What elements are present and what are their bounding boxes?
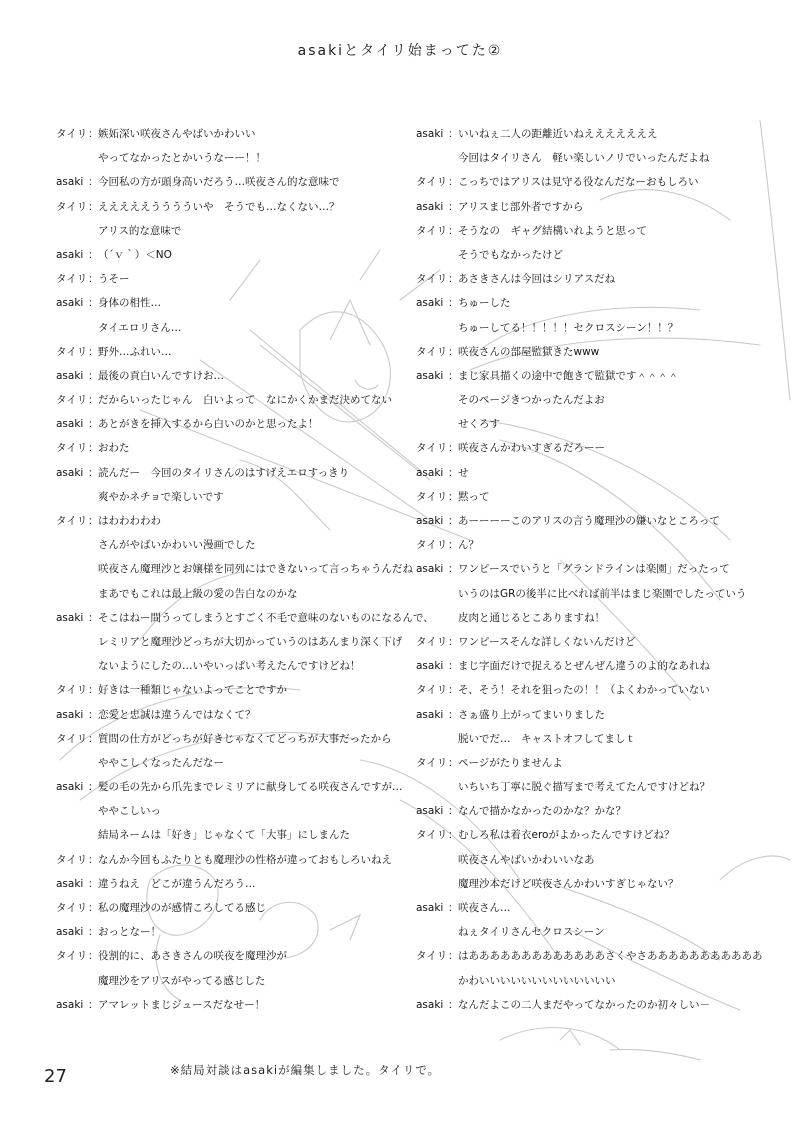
speaker-separator: ：: [448, 297, 459, 310]
dialogue-line: [56, 509, 396, 533]
speaker-name: タイリ: [416, 635, 448, 648]
dialogue-text: 爽やかネチョで楽しいです: [98, 490, 224, 503]
dialogue-line: [56, 316, 396, 340]
dialogue-line: [56, 170, 396, 194]
speaker-separator: ：: [448, 684, 459, 697]
dialogue-text: 違うねえ どこが違うんだろう…: [98, 877, 256, 890]
speaker-name: タイリ: [56, 345, 88, 358]
speaker-separator: ：: [448, 635, 459, 648]
dialogue-line: [416, 896, 788, 920]
speaker-separator: ：: [448, 466, 459, 479]
dialogue-text: ページがたりませんよ: [458, 756, 563, 769]
speaker-separator: ：: [88, 394, 99, 407]
dialogue-line: [416, 823, 788, 847]
speaker-name: asaki: [56, 248, 84, 261]
speaker-separator: ：: [88, 200, 99, 213]
speaker-name: asaki: [56, 998, 84, 1011]
speaker-separator: ：: [88, 128, 99, 140]
speaker-name: asaki: [416, 805, 444, 818]
dialogue-line: [416, 799, 788, 823]
speaker-name: asaki: [56, 708, 84, 721]
speaker-name: asaki: [56, 781, 84, 794]
dialogue-text: レミリアと魔理沙どっちが大切かっていうのはあんまり深く下げ: [98, 635, 403, 648]
speaker-name: タイリ: [56, 853, 88, 866]
dialogue-text: ややこしいっ: [98, 805, 161, 818]
dialogue-text: 身体の相性…: [98, 297, 161, 310]
dialogue-line: [416, 219, 788, 243]
dialogue-text: やってなかったとかいうなーー！！: [98, 152, 266, 165]
dialogue-line: [416, 243, 788, 267]
dialogue-line: [416, 727, 788, 751]
page-title: asakiとタイリ始まってた②: [297, 43, 503, 59]
dialogue-text: むしろ私は着衣eroがよかったんですけどね？: [458, 829, 675, 842]
speaker-name: タイリ: [56, 273, 88, 286]
speaker-separator: ：: [88, 297, 99, 310]
speaker-separator: ：: [88, 732, 99, 745]
dialogue-text: おわた: [98, 442, 130, 455]
dialogue-text: 魔理沙本だけど咲夜さんかわいすぎじゃない？: [458, 877, 679, 890]
speaker-name: asaki: [416, 660, 444, 673]
dialogue-line: [56, 388, 396, 412]
speaker-name: asaki: [416, 466, 444, 479]
dialogue-column-right: [416, 122, 788, 1017]
speaker-separator: ：: [88, 418, 99, 431]
speaker-name: asaki: [416, 128, 444, 140]
dialogue-text: せ: [458, 466, 469, 479]
speaker-separator: ：: [448, 563, 459, 576]
dialogue-line: [416, 412, 788, 436]
speaker-name: asaki: [416, 563, 444, 576]
speaker-separator: ：: [448, 998, 459, 1011]
speaker-separator: ：: [448, 200, 459, 213]
dialogue-line: [416, 267, 788, 291]
dialogue-line: [56, 243, 396, 267]
dialogue-text: 結局ネームは「好き」じゃなくて「大事」にしまんた: [98, 829, 350, 842]
speaker-separator: ：: [448, 515, 459, 527]
dialogue-text: 咲夜さん…: [458, 902, 511, 914]
speaker-name: タイリ: [56, 394, 88, 407]
dialogue-line: [56, 896, 396, 920]
dialogue-line: [416, 340, 788, 364]
dialogue-line: [416, 170, 788, 194]
dialogue-text: 髪の毛の先から爪先までレミリアに献身してる咲夜さんですが…: [98, 781, 403, 794]
dialogue-text: 嫉妬深い咲夜さんやばいかわいい: [98, 128, 256, 140]
speaker-separator: ：: [448, 345, 459, 358]
speaker-name: asaki: [416, 200, 444, 213]
dialogue-text: 今回はタイリさん 軽い楽しいノリでいったんだよね: [458, 152, 710, 165]
dialogue-text: 野外…ふれい…: [98, 345, 172, 358]
dialogue-text: あさきさんは今回はシリアスだね: [458, 273, 616, 286]
speaker-separator: ：: [88, 781, 99, 794]
speaker-separator: ：: [88, 515, 99, 527]
speaker-name: タイリ: [56, 515, 88, 527]
dialogue-text: そ、そう！それを狙ったの！！（よくわかっていない: [458, 684, 710, 697]
dialogue-text: いいねぇ二人の距離近いねえええええええ: [458, 128, 658, 140]
dialogue-line: [416, 485, 788, 509]
dialogue-line: [416, 582, 788, 606]
dialogue-line: [56, 703, 396, 727]
dialogue-line: [56, 146, 396, 170]
speaker-name: タイリ: [416, 756, 448, 769]
speaker-name: asaki: [56, 418, 84, 431]
dialogue-text: ねぇタイリさんセクロスシーン: [458, 926, 605, 939]
dialogue-text: まあでもこれは最上級の愛の告白なのかな: [98, 587, 298, 600]
dialogue-line: [56, 340, 396, 364]
dialogue-text: 恋愛と忠誠は違うんではなくて？: [98, 708, 256, 721]
dialogue-text: 咲夜さんの部屋監獄きたwww: [458, 345, 600, 358]
speaker-separator: ：: [448, 176, 459, 189]
dialogue-text: そのページきつかったんだよお: [458, 394, 605, 407]
dialogue-line: [56, 630, 403, 654]
speaker-separator: ：: [448, 660, 459, 673]
speaker-separator: ：: [88, 248, 99, 261]
speaker-separator: ：: [88, 998, 99, 1011]
dialogue-line: [416, 291, 788, 315]
dialogue-line: [416, 920, 788, 944]
dialogue-line: [416, 195, 788, 219]
dialogue-line: [416, 364, 788, 388]
speaker-separator: ：: [448, 829, 459, 842]
dialogue-column-left: [56, 122, 434, 1017]
speaker-separator: ：: [448, 950, 459, 963]
speaker-separator: ：: [88, 853, 99, 866]
dialogue-line: [416, 993, 788, 1017]
dialogue-text: アリスまじ部外者ですから: [458, 200, 584, 213]
dialogue-line: [416, 678, 788, 702]
speaker-separator: ：: [448, 369, 459, 382]
speaker-separator: ：: [88, 902, 99, 914]
speaker-name: asaki: [56, 369, 84, 382]
dialogue-line: [416, 606, 788, 630]
dialogue-line: [56, 582, 396, 606]
speaker-name: asaki: [416, 369, 444, 382]
speaker-name: タイリ: [416, 684, 448, 697]
dialogue-line: [416, 969, 788, 993]
speaker-separator: ：: [88, 176, 99, 189]
dialogue-text: 読んだー 今回のタイリさんのはすげえエロすっきり: [98, 466, 350, 479]
speaker-separator: ：: [448, 708, 459, 721]
dialogue-text: 好きは一種類じゃないよってことですか: [98, 684, 287, 697]
dialogue-text: まじ字面だけで捉えるとぜんぜん違うのよ的なあれね: [458, 660, 710, 673]
dialogue-line: [56, 122, 396, 146]
dialogue-line: [56, 920, 396, 944]
page-number: 27: [44, 1066, 67, 1087]
dialogue-line: [56, 751, 396, 775]
dialogue-text: ワンピースそんな詳しくないんだけど: [458, 635, 636, 648]
speaker-name: asaki: [56, 297, 84, 310]
speaker-name: タイリ: [416, 176, 448, 189]
speaker-separator: ：: [448, 273, 459, 286]
dialogue-text: ややこしくなったんだなー: [98, 756, 224, 769]
dialogue-text: アリス的な意味で: [98, 224, 182, 237]
dialogue-text: 咲夜さんかわいすぎるだろーー: [458, 442, 605, 455]
dialogue-line: [56, 993, 396, 1017]
dialogue-text: いうのはGRの後半に比べれば前半はまじ楽園でしたっていう: [458, 587, 747, 600]
speaker-name: タイリ: [416, 224, 448, 237]
dialogue-line: [56, 654, 396, 678]
dialogue-line: [416, 533, 788, 557]
speaker-name: タイリ: [416, 442, 448, 455]
dialogue-text: 魔理沙をアリスがやってる感じした: [98, 974, 266, 987]
dialogue-text: さぁ盛り上がってまいりました: [458, 708, 605, 721]
dialogue-line: [416, 872, 788, 896]
dialogue-text: だからいったじゃん 白いよって なにかくかまだ決めてない: [98, 394, 392, 407]
dialogue-text: 咲夜さんやばいかわいいなあ: [458, 853, 595, 866]
dialogue-text: 脱いでだ… キャストオフしてましｔ: [458, 732, 636, 745]
dialogue-line: [56, 944, 396, 968]
speaker-name: タイリ: [56, 902, 88, 914]
dialogue-line: [56, 267, 396, 291]
speaker-separator: ：: [88, 466, 99, 479]
dialogue-line: [56, 364, 396, 388]
dialogue-text: あーーーーこのアリスの言う魔理沙の嫌いなところって: [458, 515, 720, 527]
dialogue-text: タイエロリさん…: [98, 321, 182, 334]
speaker-separator: ：: [448, 756, 459, 769]
dialogue-text: せくろす: [458, 418, 500, 431]
dialogue-line: [416, 436, 788, 460]
speaker-separator: ：: [448, 902, 459, 914]
dialogue-line: [416, 388, 788, 412]
dialogue-line: [56, 436, 396, 460]
dialogue-line: [56, 678, 396, 702]
dialogue-text: ないようにしたの…いやいっぱい考えたんですけどね！: [98, 660, 361, 673]
dialogue-line: [416, 557, 788, 581]
dialogue-text: なんで描かなかったのかな？かな？: [458, 805, 626, 818]
dialogue-line: [56, 485, 396, 509]
dialogue-line: [56, 848, 396, 872]
dialogue-line: [416, 146, 788, 170]
speaker-name: asaki: [416, 297, 444, 310]
dialogue-line: [416, 122, 788, 146]
speaker-separator: ：: [88, 442, 99, 455]
dialogue-line: [56, 606, 434, 630]
speaker-name: タイリ: [56, 128, 88, 140]
dialogue-text: 役割的に、あさきさんの咲夜を魔理沙が: [98, 950, 287, 963]
dialogue-line: [56, 557, 413, 581]
dialogue-line: [416, 630, 788, 654]
speaker-name: asaki: [56, 611, 84, 624]
speaker-separator: ：: [448, 805, 459, 818]
speaker-name: タイリ: [416, 539, 448, 552]
speaker-separator: ：: [88, 611, 99, 624]
speaker-name: タイリ: [416, 345, 448, 358]
dialogue-line: [56, 969, 396, 993]
dialogue-line: [56, 872, 396, 896]
dialogue-text: そうでもなかったけど: [458, 248, 563, 261]
dialogue-text: 質問の仕方がどっちが好きじゃなくてどっちが大事だったから: [98, 732, 392, 745]
speaker-name: タイリ: [416, 273, 448, 286]
speaker-name: asaki: [56, 926, 84, 939]
speaker-name: タイリ: [416, 829, 448, 842]
speaker-name: asaki: [416, 998, 444, 1011]
dialogue-text: まじ家具描くの途中で飽きて監獄です＾＾＾＾: [458, 369, 679, 382]
speaker-separator: ：: [448, 539, 459, 552]
speaker-separator: ：: [448, 128, 459, 140]
dialogue-line: [56, 219, 396, 243]
dialogue-text: はわわわわわ: [98, 515, 161, 527]
speaker-name: asaki: [416, 515, 444, 527]
speaker-name: タイリ: [56, 732, 88, 745]
speaker-separator: ：: [88, 926, 99, 939]
speaker-name: asaki: [416, 708, 444, 721]
dialogue-line: [416, 654, 788, 678]
speaker-name: asaki: [56, 877, 84, 890]
dialogue-text: いちいち丁寧に脱ぐ描写まで考えてたんですけどね？: [458, 781, 710, 794]
dialogue-text: おっとなー！: [98, 926, 161, 939]
dialogue-line: [56, 291, 396, 315]
speaker-name: タイリ: [416, 490, 448, 503]
dialogue-text: こっちではアリスは見守る役なんだなーおもしろい: [458, 176, 699, 189]
dialogue-text: ワンピースでいうと「グランドラインは楽園」だったって: [458, 563, 730, 576]
speaker-separator: ：: [88, 684, 99, 697]
speaker-separator: ：: [448, 490, 459, 503]
dialogue-line: [56, 799, 396, 823]
dialogue-text: 黙って: [458, 490, 490, 503]
dialogue-line: [416, 461, 788, 485]
dialogue-line: [56, 823, 396, 847]
dialogue-line: [56, 533, 396, 557]
dialogue-line: [56, 775, 403, 799]
speaker-name: asaki: [56, 466, 84, 479]
dialogue-text: ん？: [458, 539, 479, 552]
dialogue-text: うそー: [98, 273, 130, 286]
dialogue-line: [56, 727, 396, 751]
speaker-separator: ：: [88, 877, 99, 890]
dialogue-text: はあああああああああああああさくやさあああああああああああ: [458, 950, 763, 963]
speaker-name: asaki: [416, 902, 444, 914]
speaker-separator: ：: [88, 345, 99, 358]
dialogue-line: [416, 703, 788, 727]
speaker-separator: ：: [88, 950, 99, 963]
dialogue-text: ちゅーしてる！！！！！セクロスシーン！！？: [458, 321, 679, 334]
dialogue-line: [416, 775, 788, 799]
dialogue-text: なんか今回もふたりとも魔理沙の性格が違っておもしろいねえ: [98, 853, 392, 866]
speaker-name: タイリ: [56, 684, 88, 697]
speaker-name: asaki: [56, 176, 84, 189]
speaker-name: タイリ: [56, 950, 88, 963]
dialogue-line: [56, 195, 396, 219]
dialogue-line: [56, 412, 396, 436]
speaker-separator: ：: [88, 369, 99, 382]
dialogue-text: なんだよこの二人まだやってなかったのか初々しい－: [458, 998, 710, 1011]
dialogue-text: えええええうううういや そうでも…なくない…？: [98, 200, 340, 213]
dialogue-text: ちゅーした: [458, 297, 511, 310]
dialogue-text: 今回私の方が頭身高いだろう…咲夜さん的な意味で: [98, 176, 340, 189]
dialogue-line: [416, 751, 788, 775]
dialogue-text: 私の魔理沙のが感情ころしてる感じ: [98, 902, 266, 914]
dialogue-text: 最後の貢白いんですけお…: [98, 369, 224, 382]
dialogue-line: [56, 461, 396, 485]
dialogue-line: [416, 944, 788, 968]
dialogue-text: アマレットまじジュースだなせー！: [98, 998, 266, 1011]
speaker-separator: ：: [448, 224, 459, 237]
footer-note: ※結局対談はasakiが編集しました。タイリで。: [170, 1063, 441, 1077]
speaker-separator: ：: [88, 708, 99, 721]
speaker-name: タイリ: [416, 950, 448, 963]
dialogue-line: [416, 509, 788, 533]
speaker-separator: ：: [448, 442, 459, 455]
dialogue-line: [416, 316, 788, 340]
dialogue-text: そうなの ギャグ結構いれようと思って: [458, 224, 647, 237]
dialogue-text: 咲夜さん魔理沙とお嬢様を同列にはできないって言っちゃうんだね: [98, 563, 413, 576]
dialogue-text: あとがきを挿入するから白いのかと思ったよ！: [98, 418, 319, 431]
dialogue-text: かわいいいいいいいいいいいいい: [458, 974, 616, 987]
dialogue-text: さんがやばいかわいい漫画でした: [98, 539, 256, 552]
speaker-name: タイリ: [56, 442, 88, 455]
dialogue-text: （´ｖ｀）＜NO: [98, 248, 172, 261]
speaker-separator: ：: [88, 273, 99, 286]
dialogue-text: 皮肉と通じるとこありますね！: [458, 611, 605, 624]
dialogue-text: そこはねー間うってしまうとすごく不毛で意味のないものになるんで、: [98, 611, 434, 624]
dialogue-line: [416, 848, 788, 872]
speaker-name: タイリ: [56, 200, 88, 213]
